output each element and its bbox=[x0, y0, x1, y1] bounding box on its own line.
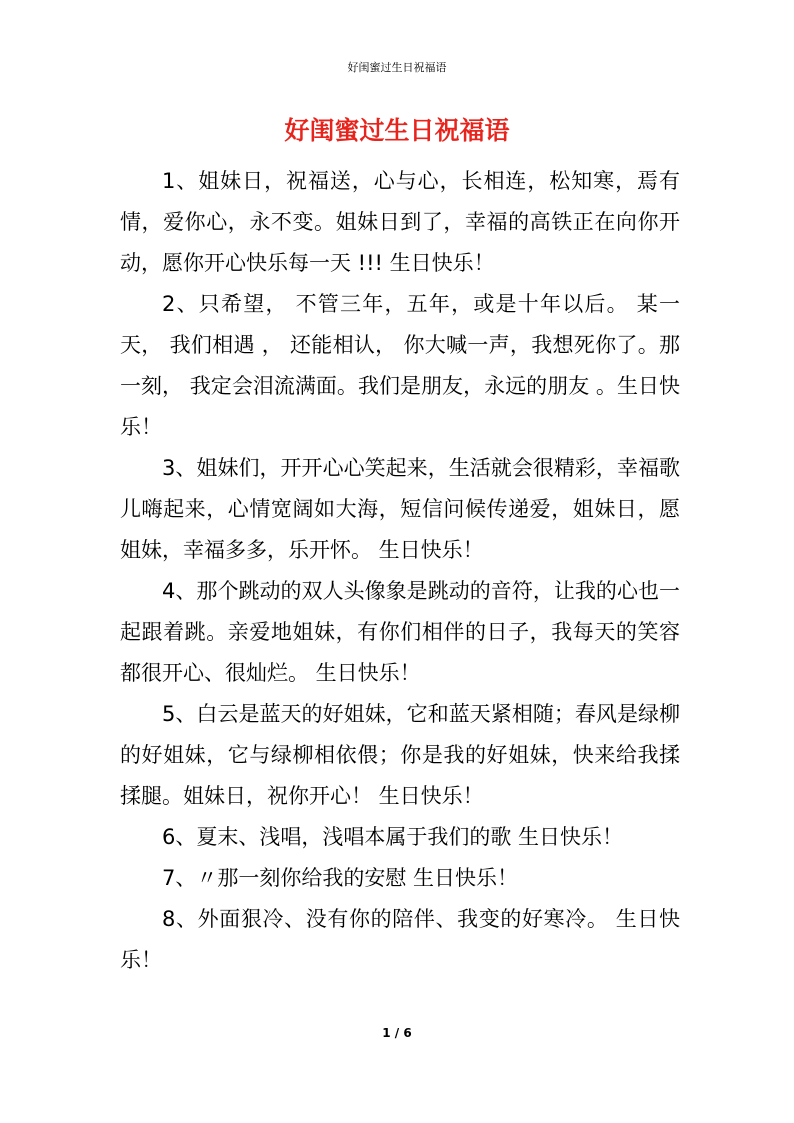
paragraph-7: 7、〃那一刻你给我的安慰 生日快乐！ bbox=[162, 866, 519, 890]
page-number: 1 / 6 bbox=[382, 1026, 412, 1040]
document-body bbox=[120, 161, 680, 981]
paragraph-3: 3、姐妹们，开开心心笑起来，生活就会很精彩，幸福歌儿嗨起来，心情宽阔如大海，短信问候传递爱，姐妹日，愿姐妹，幸福多多，乐开怀。 生日快乐！ bbox=[120, 456, 680, 562]
paragraph-8: 8、外面狠冷、没有你的陪伴、我变的好寒冷。 生日快乐！ bbox=[120, 907, 680, 972]
paragraph-4: 4、那个跳动的双人头像象是跳动的音符，让我的心也一起跟着跳。亲爱地姐妹，有你们相伴的日子，我每天的笑容都很开心、很灿烂。 生日快乐！ bbox=[120, 579, 680, 685]
paragraph-6: 6、夏末、浅唱，浅唱本属于我们的歌 生日快乐！ bbox=[162, 825, 624, 849]
paragraph-2: 2、只希望， 不管三年，五年，或是十年以后。 某一天， 我们相遇 ， 还能相认， 你大喊一声，我想死你了。那一刻， 我定会泪流满面。我们是朋友，永远的朋友 。生日快乐！ bbox=[120, 292, 680, 439]
running-header: 好闺蜜过生日祝福语 bbox=[347, 61, 447, 74]
paragraph-5: 5、白云是蓝天的好姐妹，它和蓝天紧相随；春风是绿柳的好姐妹，它与绿柳相依偎；你是我的好姐妹，快来给我揉揉腿。姐妹日，祝你开心！ 生日快乐！ bbox=[120, 702, 680, 808]
document-title: 好闺蜜过生日祝福语 bbox=[284, 116, 510, 145]
paragraph-1: 1、姐妹日，祝福送，心与心，长相连，松知寒，焉有情，爱你心，永不变。姐妹日到了，幸福的高铁正在向你开动，愿你开心快乐每一天 !!! 生日快乐！ bbox=[120, 169, 680, 275]
